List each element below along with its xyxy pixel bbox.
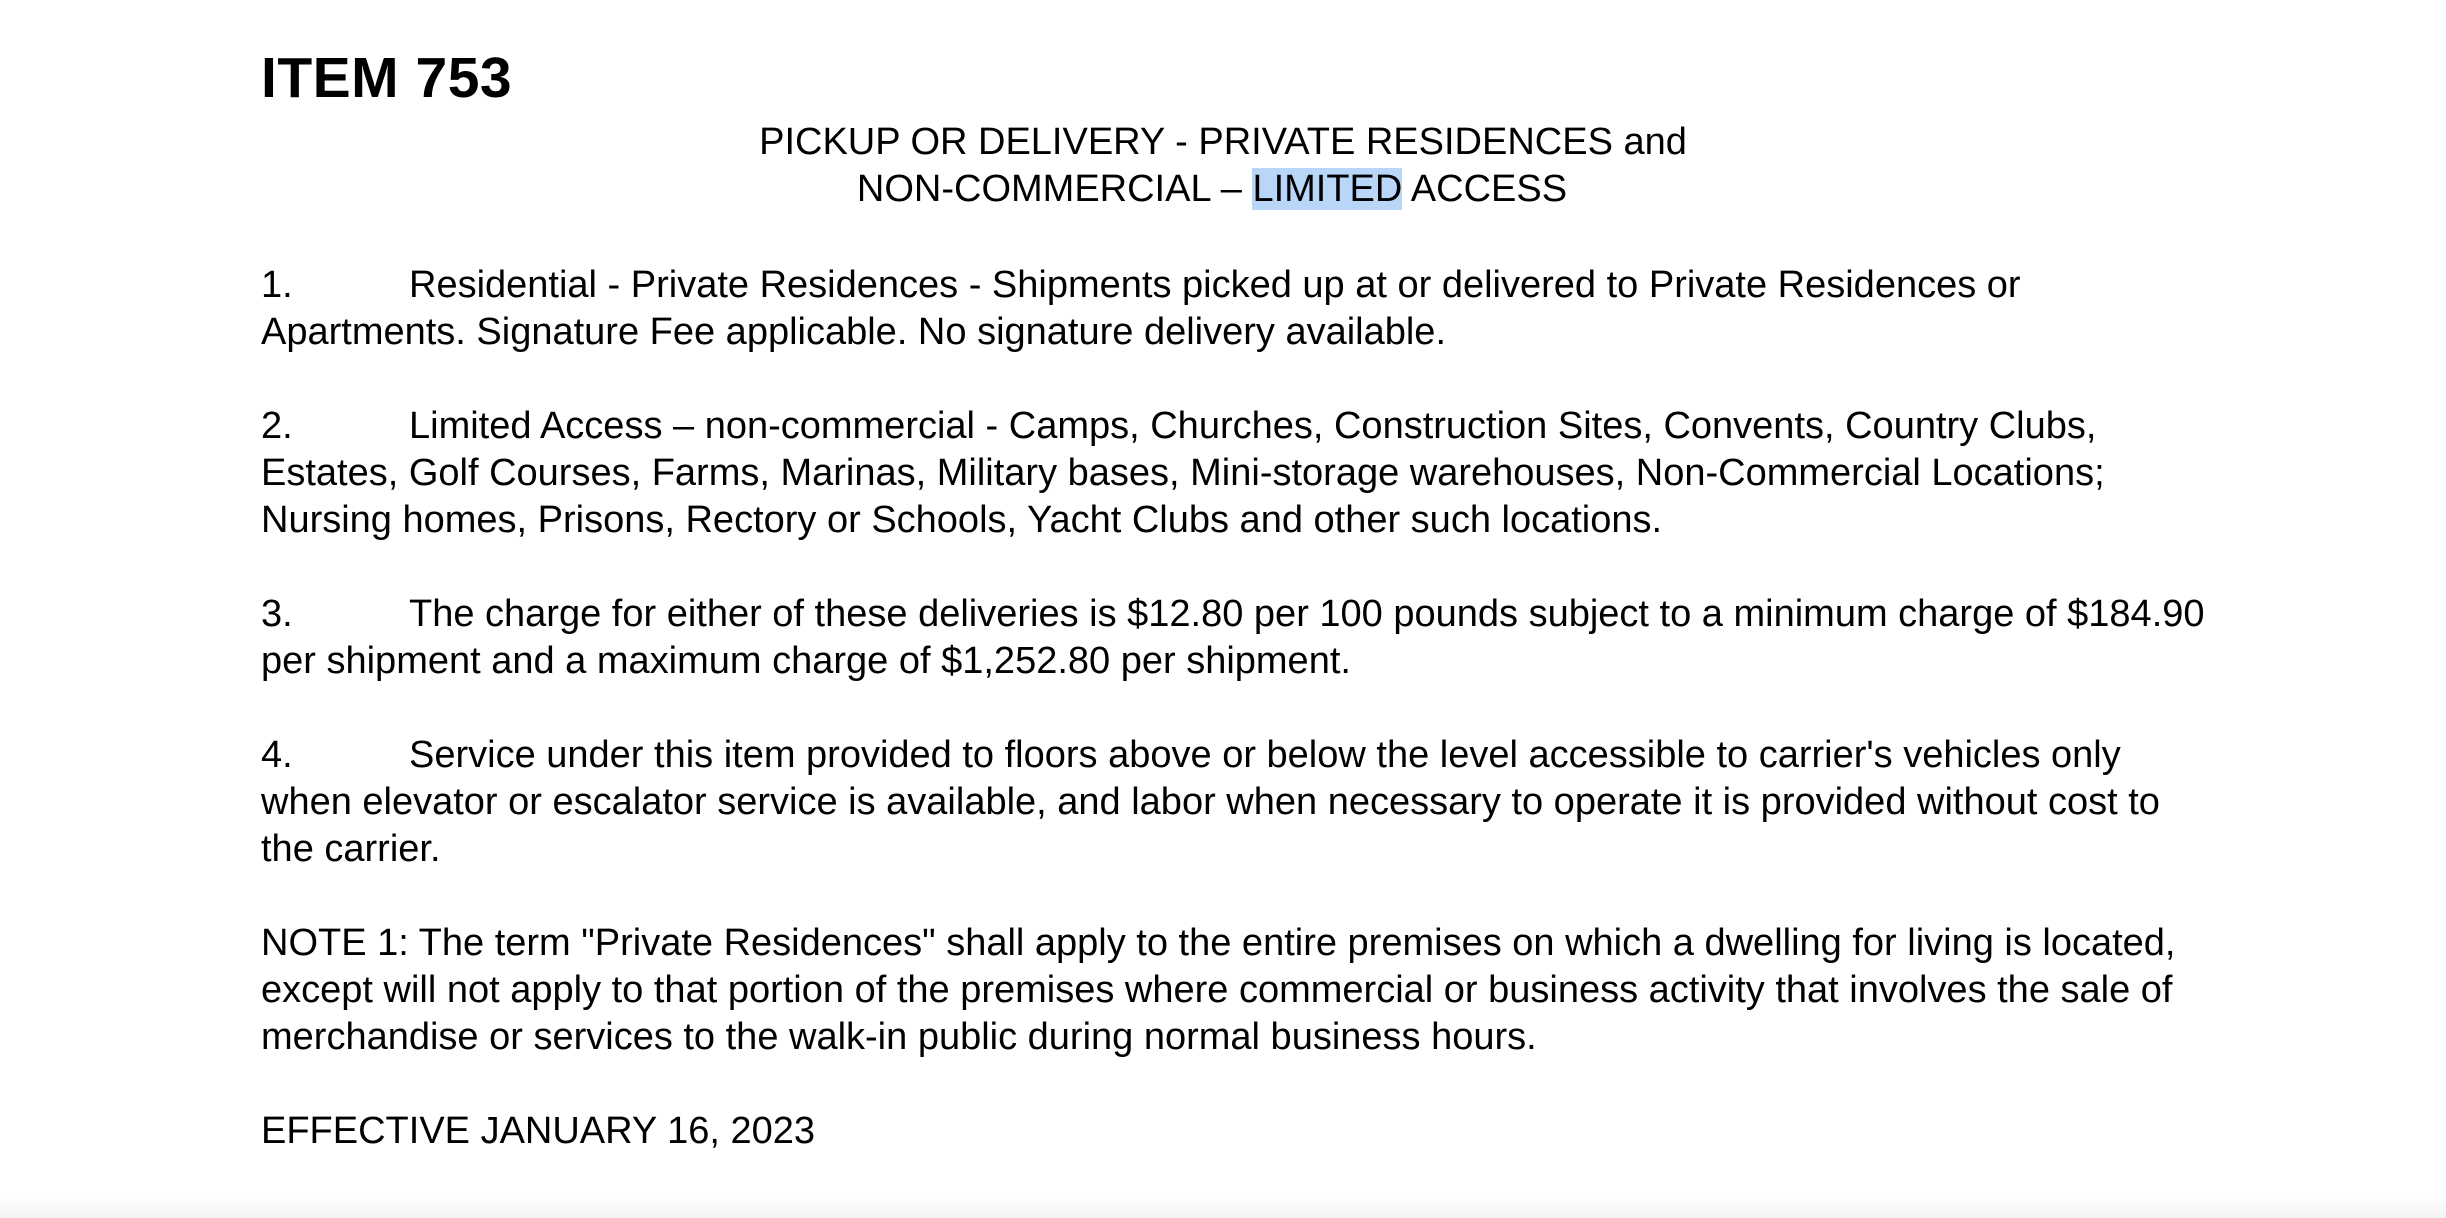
paragraph-1 bbox=[261, 262, 2221, 356]
paragraph-text: Service under this item provided to floors above or below the level accessible to carrier's vehicles only when elevator or escalator service is available, and labor when necessary to operate it is provided without cost to the carrier. bbox=[261, 734, 2160, 870]
paragraph-number: 2. bbox=[261, 405, 293, 447]
heading-line-1: PICKUP OR DELIVERY - PRIVATE RESIDENCES and bbox=[759, 121, 1687, 163]
selected-text-highlight[interactable]: LIMITED bbox=[1252, 168, 1403, 210]
paragraph-number: 4. bbox=[261, 734, 293, 776]
page-bottom-edge bbox=[0, 1196, 2446, 1218]
heading-line-2-suffix: ACCESS bbox=[1402, 168, 1568, 210]
paragraph-4 bbox=[261, 732, 2221, 873]
item-title: ITEM 753 bbox=[261, 46, 513, 110]
heading-line-2-prefix: NON-COMMERCIAL – bbox=[856, 168, 1253, 210]
paragraph-text: Residential - Private Residences - Shipments picked up at or delivered to Private Residences or Apartments. Signature Fee applicable. No signature delivery available. bbox=[261, 264, 2021, 353]
paragraph-3 bbox=[261, 591, 2221, 685]
effective-date: EFFECTIVE JANUARY 16, 2023 bbox=[261, 1110, 816, 1152]
paragraph-text: The charge for either of these deliveries is $12.80 per 100 pounds subject to a minimum charge of $184.90 per shipment and a maximum charge of $1,252.80 per shipment. bbox=[261, 593, 2205, 682]
note-1: NOTE 1: The term "Private Residences" shall apply to the entire premises on which a dwelling for living is located, except will not apply to that portion of the premises where commercial or business activity that involves the sale of merchandise or services to the walk-in public during normal business hours. bbox=[261, 922, 2176, 1058]
paragraph-number: 1. bbox=[261, 264, 293, 306]
paragraph-number: 3. bbox=[261, 593, 293, 635]
heading-line-2 bbox=[0, 166, 2446, 213]
paragraph-2 bbox=[261, 403, 2221, 544]
section-heading bbox=[0, 119, 2446, 213]
paragraph-text: Limited Access – non-commercial - Camps, Churches, Construction Sites, Convents, Country Clubs, Estates, Golf Courses, Farms, Marinas, Military bases, Mini-storage warehouses, Non-Commercial Locations; Nursing homes, Prisons, Rectory or Schools, Yacht Clubs and other such locations. bbox=[261, 405, 2105, 541]
